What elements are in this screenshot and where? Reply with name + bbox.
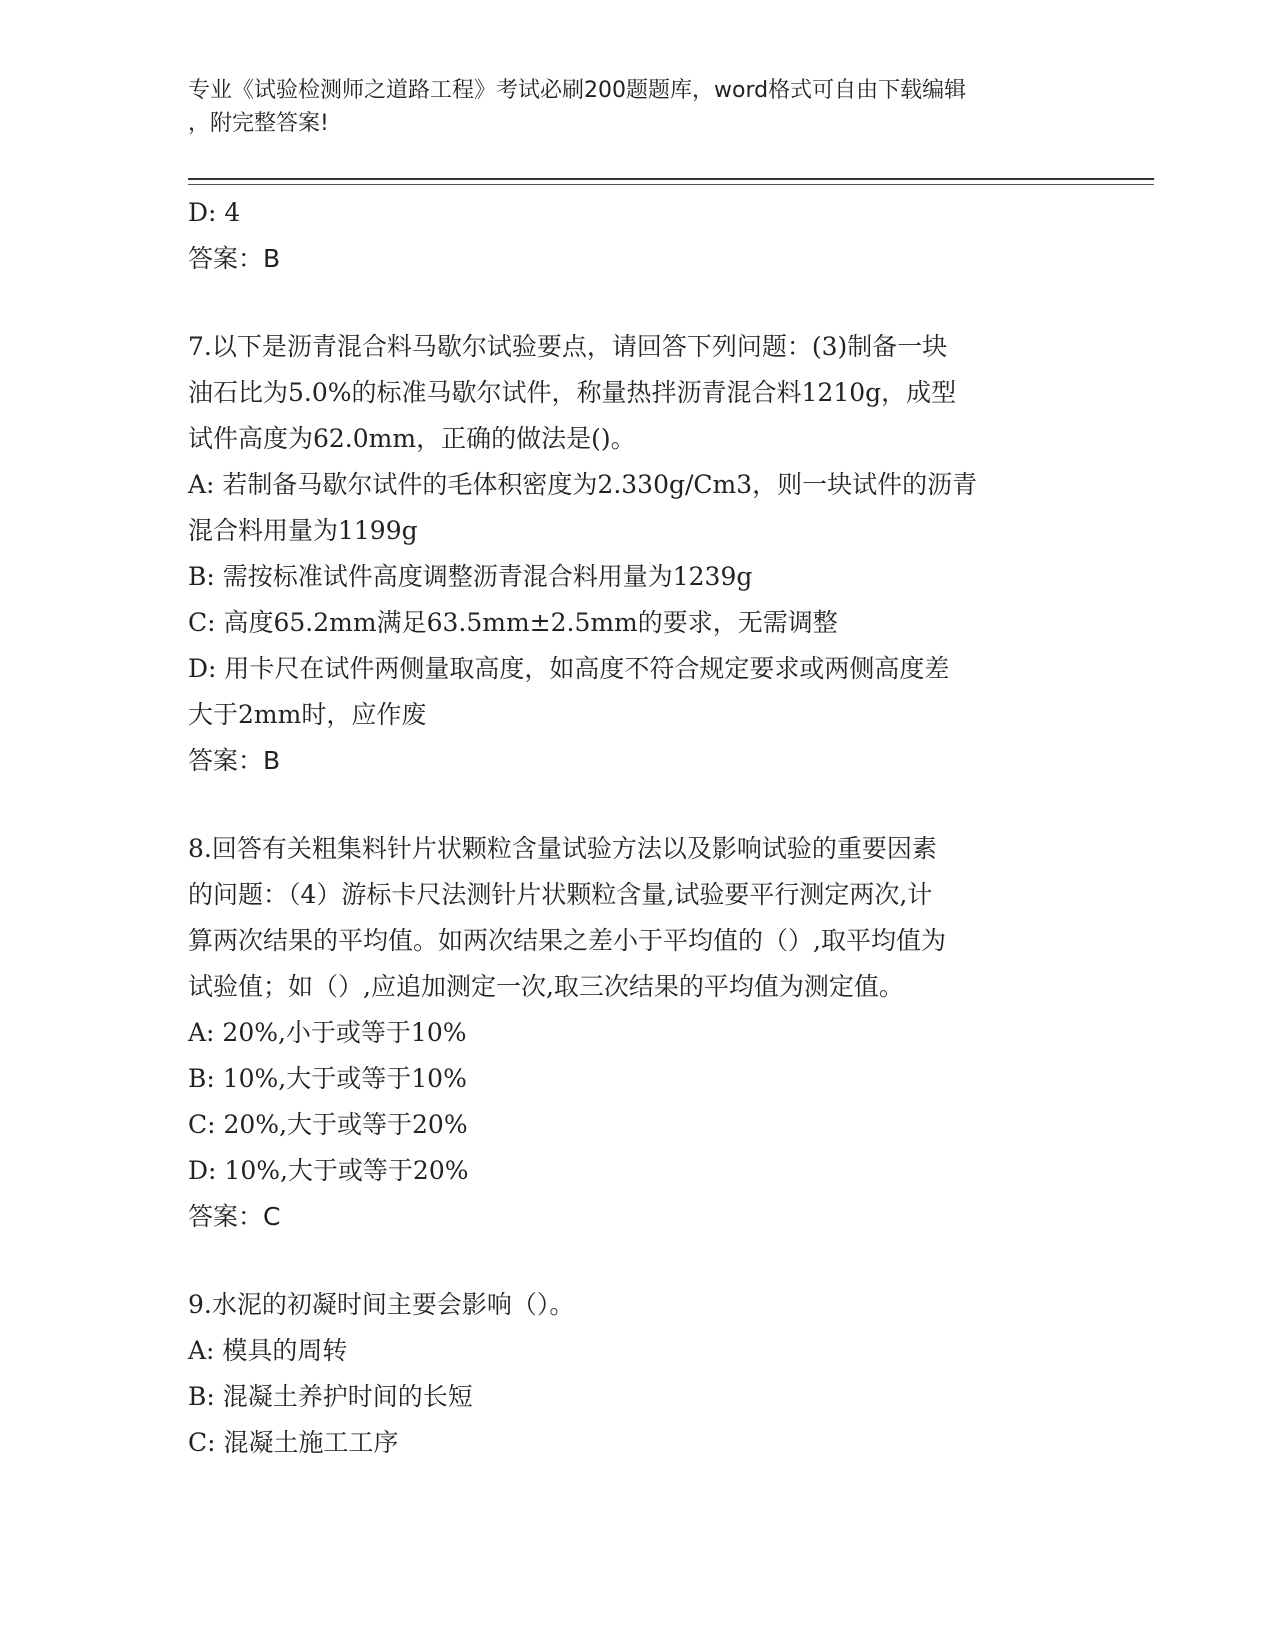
option-b: B: 10%,大于或等于10% xyxy=(188,1064,467,1093)
option-a: A: 若制备马歇尔试件的毛体积密度为2.330g/Cm3，则一块试件的沥青 xyxy=(188,470,978,499)
prev-option-d: D: 4 xyxy=(188,198,241,227)
page-header xyxy=(188,74,1088,140)
option-b: B: 需按标准试件高度调整沥青混合料用量为1239g xyxy=(188,562,753,591)
header-line-1: 专业《试验检测师之道路工程》考试必刷200题题库，word格式可自由下载编辑 xyxy=(188,78,967,103)
option-d: D: 用卡尺在试件两侧量取高度，如高度不符合规定要求或两侧高度差 xyxy=(188,654,950,683)
option-c: C: 混凝土施工工序 xyxy=(188,1428,399,1457)
document-body xyxy=(188,190,1088,1466)
option-a: A: 20%,小于或等于10% xyxy=(188,1018,467,1047)
header-divider xyxy=(188,178,1154,180)
header-line-2: ，附完整答案! xyxy=(188,111,329,136)
option-c: C: 20%,大于或等于20% xyxy=(188,1110,468,1139)
question-text-line: 的问题：（4）游标卡尺法测针片状颗粒含量,试验要平行测定两次,计 xyxy=(188,880,933,909)
question-text-line: 7.以下是沥青混合料马歇尔试验要点，请回答下列问题：(3)制备一块 xyxy=(188,332,948,361)
question-9 xyxy=(188,1282,1088,1466)
option-a: A: 模具的周转 xyxy=(188,1336,348,1365)
option-d-cont: 大于2mm时，应作废 xyxy=(188,700,427,729)
prev-answer: 答案：B xyxy=(188,244,281,273)
option-b: B: 混凝土养护时间的长短 xyxy=(188,1382,473,1411)
question-text-line: 油石比为5.0%的标准马歇尔试件，称量热拌沥青混合料1210g，成型 xyxy=(188,378,957,407)
option-d: D: 10%,大于或等于20% xyxy=(188,1156,469,1185)
answer: 答案：B xyxy=(188,746,281,775)
question-7 xyxy=(188,324,1088,784)
answer: 答案：C xyxy=(188,1202,281,1231)
question-8 xyxy=(188,826,1088,1240)
option-c: C: 高度65.2mm满足63.5mm±2.5mm的要求，无需调整 xyxy=(188,608,838,637)
option-a-cont: 混合料用量为1199g xyxy=(188,516,418,545)
question-text-line: 试验值；如（）,应追加测定一次,取三次结果的平均值为测定值。 xyxy=(188,972,904,1001)
header-divider-thin xyxy=(188,184,1154,185)
question-text-line: 9.水泥的初凝时间主要会影响（）。 xyxy=(188,1290,575,1319)
question-text-line: 8.回答有关粗集料针片状颗粒含量试验方法以及影响试验的重要因素 xyxy=(188,834,937,863)
question-text-line: 试件高度为62.0mm，正确的做法是()。 xyxy=(188,424,636,453)
question-text-line: 算两次结果的平均值。如两次结果之差小于平均值的（）,取平均值为 xyxy=(188,926,946,955)
